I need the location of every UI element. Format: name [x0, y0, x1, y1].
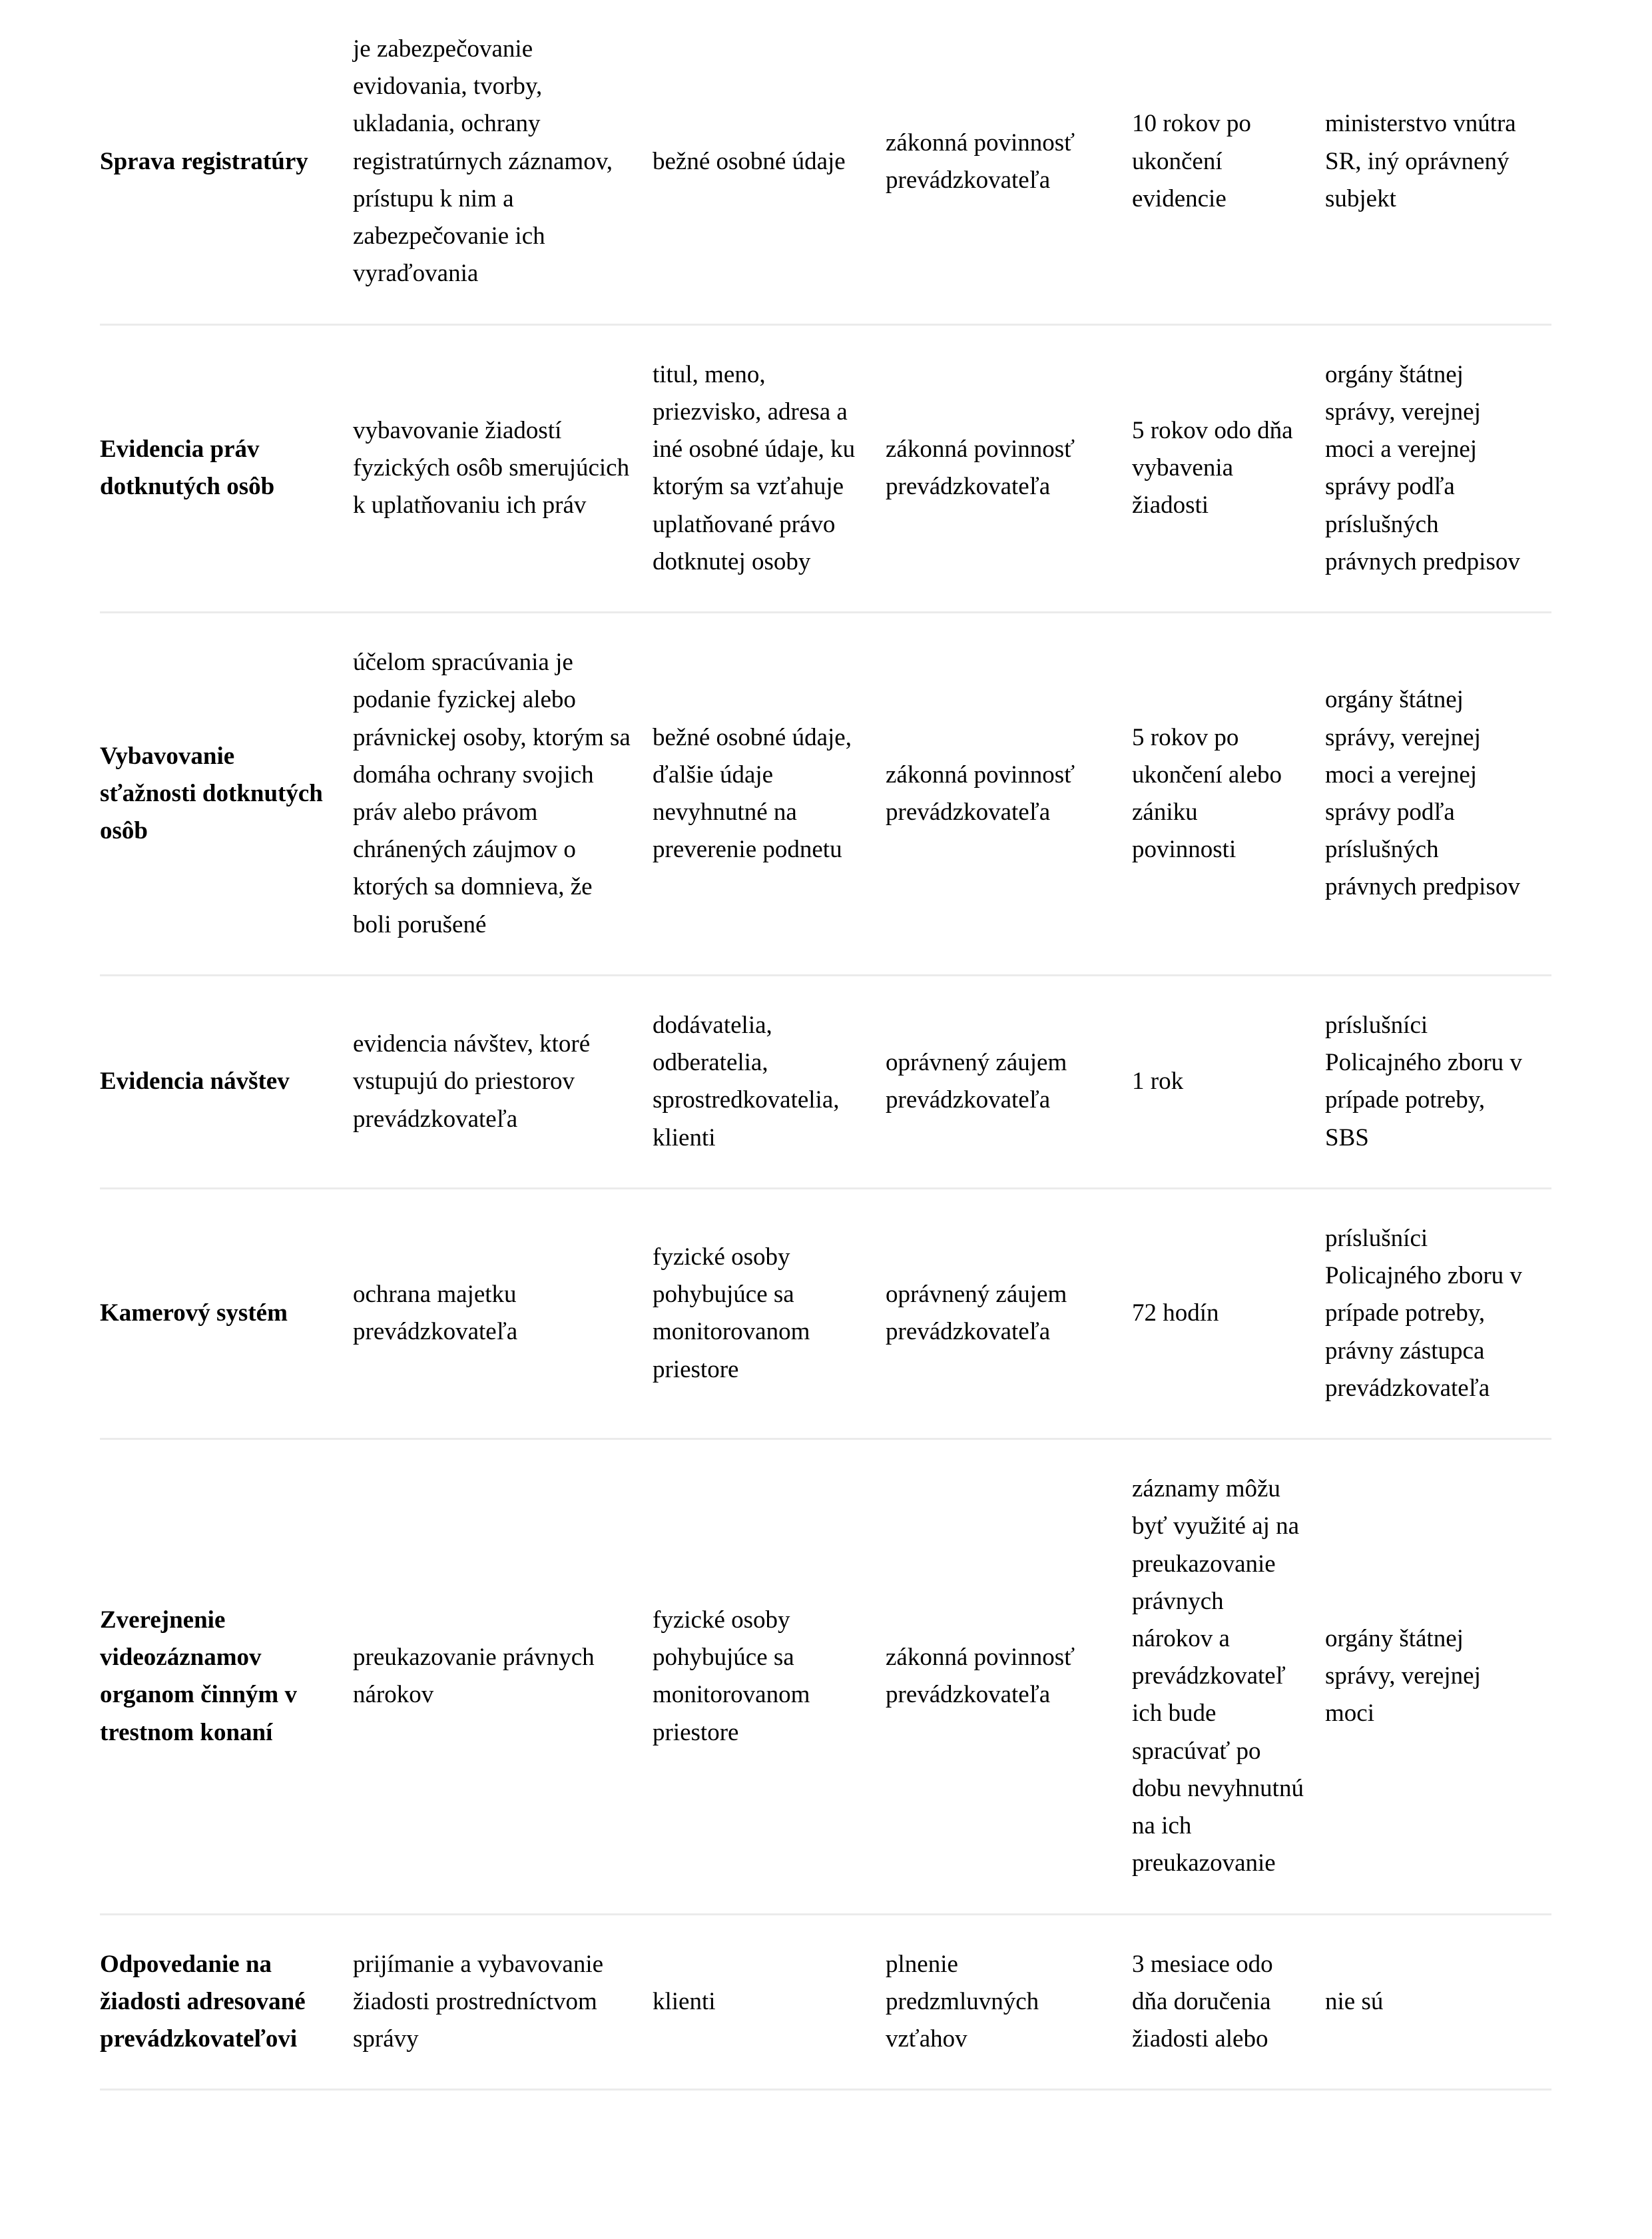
cell-data-subjects	[653, 1914, 886, 2090]
data-subjects-text: titul, meno, priezvisko, adresa a iné osobné údaje, ku ktorým sa vzťahuje uplatňované právo dotknutej osoby	[653, 360, 856, 575]
cell-purpose	[100, 324, 353, 612]
retention-text: 10 rokov po ukončení evidencie	[1132, 110, 1251, 212]
legal-basis-text: oprávnený záujem prevádzkovateľa	[886, 1281, 1067, 1346]
table-row	[100, 613, 1551, 976]
description-text: ochrana majetku prevádzkovateľa	[353, 1281, 518, 1346]
retention-text: 5 rokov odo dňa vybavenia žiadosti	[1132, 416, 1293, 519]
cell-description	[353, 1439, 653, 1915]
table-row	[100, 1188, 1551, 1439]
cell-purpose	[100, 1439, 353, 1915]
retention-text: 1 rok	[1132, 1068, 1184, 1096]
cell-data-subjects	[653, 1188, 886, 1439]
cell-legal-basis	[886, 324, 1132, 612]
cell-retention	[1132, 1439, 1325, 1915]
cell-legal-basis	[886, 1439, 1132, 1915]
data-subjects-text: fyzické osoby pohybujúce sa monitorovanom priestore	[653, 1606, 810, 1746]
cell-purpose	[100, 975, 353, 1188]
purpose-text: Zverejnenie videozáznamov organom činným v trestnom konaní	[100, 1606, 297, 1746]
cell-purpose	[100, 1188, 353, 1439]
retention-text: 72 hodín	[1132, 1299, 1219, 1327]
table-row	[100, 0, 1551, 324]
cell-data-subjects	[653, 324, 886, 612]
cell-description	[353, 0, 653, 324]
recipients-text: nie sú	[1325, 1987, 1384, 2015]
description-text: účelom spracúvania je podanie fyzickej alebo právnickej osoby, ktorým sa domáha ochrany svojich práv alebo právom chránených záujmov o ktorých sa domnieva, že boli porušené	[353, 649, 631, 938]
cell-data-subjects	[653, 1439, 886, 1915]
cell-purpose	[100, 1914, 353, 2090]
cell-data-subjects	[653, 0, 886, 324]
recipients-text: ministerstvo vnútra SR, iný oprávnený subjekt	[1325, 110, 1516, 212]
legal-basis-text: oprávnený záujem prevádzkovateľa	[886, 1049, 1067, 1114]
purpose-text: Vybavovanie sťažnosti dotknutých osôb	[100, 742, 323, 845]
cell-retention	[1132, 1188, 1325, 1439]
cell-purpose	[100, 613, 353, 976]
cell-retention	[1132, 324, 1325, 612]
cell-description	[353, 613, 653, 976]
cell-description	[353, 1914, 653, 2090]
cell-legal-basis	[886, 1188, 1132, 1439]
recipients-text: orgány štátnej správy, verejnej moci a verejnej správy podľa príslušných právnych predpisov	[1325, 360, 1520, 575]
cell-purpose	[100, 0, 353, 324]
description-text: je zabezpečovanie evidovania, tvorby, ukladania, ochrany registratúrnych záznamov, prístupu k nim a zabezpečovanie ich vyraďovania	[353, 35, 613, 288]
cell-retention	[1132, 0, 1325, 324]
description-text: evidencia návštev, ktoré vstupujú do priestorov prevádzkovateľa	[353, 1030, 591, 1133]
description-text: prijímanie a vybavovanie žiadosti prostredníctvom správy	[353, 1950, 604, 2053]
retention-text: záznamy môžu byť využité aj na preukazovanie právnych nárokov a prevádzkovateľ ich bude spracúvať po dobu nevyhnutnú na ich preukazovanie	[1132, 1475, 1304, 1877]
retention-text: 5 rokov po ukončení alebo zániku povinnosti	[1132, 723, 1282, 864]
cell-legal-basis	[886, 0, 1132, 324]
processing-activities-table	[100, 0, 1551, 2090]
table-row	[100, 1439, 1551, 1915]
recipients-text: príslušníci Policajného zboru v prípade potreby, SBS	[1325, 1011, 1522, 1151]
cell-description	[353, 975, 653, 1188]
description-text: vybavovanie žiadostí fyzických osôb smerujúcich k uplatňovaniu ich práv	[353, 416, 630, 519]
cell-recipients	[1325, 613, 1551, 976]
purpose-text: Evidencia návštev	[100, 1068, 290, 1096]
data-subjects-text: bežné osobné údaje	[653, 147, 846, 175]
retention-text: 3 mesiace odo dňa doručenia žiadosti alebo	[1132, 1950, 1273, 2053]
data-subjects-text: dodávatelia, odberatelia, sprostredkovatelia, klienti	[653, 1011, 840, 1151]
table-row	[100, 975, 1551, 1188]
cell-data-subjects	[653, 975, 886, 1188]
cell-recipients	[1325, 1439, 1551, 1915]
recipients-text: príslušníci Policajného zboru v prípade potreby, právny zástupca prevádzkovateľa	[1325, 1224, 1522, 1402]
cell-recipients	[1325, 1188, 1551, 1439]
purpose-text: Kamerový systém	[100, 1299, 288, 1327]
purpose-text: Sprava registratúry	[100, 147, 308, 175]
cell-recipients	[1325, 324, 1551, 612]
cell-retention	[1132, 975, 1325, 1188]
cell-recipients	[1325, 0, 1551, 324]
cell-legal-basis	[886, 1914, 1132, 2090]
cell-description	[353, 324, 653, 612]
table-row	[100, 1914, 1551, 2090]
cell-recipients	[1325, 1914, 1551, 2090]
cell-retention	[1132, 1914, 1325, 2090]
legal-basis-text: zákonná povinnosť prevádzkovateľa	[886, 129, 1075, 194]
legal-basis-text: zákonná povinnosť prevádzkovateľa	[886, 436, 1075, 501]
cell-recipients	[1325, 975, 1551, 1188]
description-text: preukazovanie právnych nárokov	[353, 1644, 595, 1709]
purpose-text: Evidencia práv dotknutých osôb	[100, 436, 275, 501]
cell-retention	[1132, 613, 1325, 976]
purpose-text: Odpovedanie na žiadosti adresované prevádzkovateľovi	[100, 1950, 306, 2053]
data-subjects-text: bežné osobné údaje, ďalšie údaje nevyhnutné na preverenie podnetu	[653, 723, 852, 864]
legal-basis-text: zákonná povinnosť prevádzkovateľa	[886, 761, 1075, 826]
cell-legal-basis	[886, 975, 1132, 1188]
legal-basis-text: plnenie predzmluvných vzťahov	[886, 1950, 1039, 2053]
table-row	[100, 324, 1551, 612]
cell-data-subjects	[653, 613, 886, 976]
recipients-text: orgány štátnej správy, verejnej moci a verejnej správy podľa príslušných právnych predpisov	[1325, 686, 1520, 901]
recipients-text: orgány štátnej správy, verejnej moci	[1325, 1624, 1481, 1728]
data-subjects-text: fyzické osoby pohybujúce sa monitorovanom priestore	[653, 1243, 810, 1383]
table-body	[100, 0, 1551, 2090]
data-subjects-text: klienti	[653, 1987, 716, 2015]
cell-legal-basis	[886, 613, 1132, 976]
cell-description	[353, 1188, 653, 1439]
legal-basis-text: zákonná povinnosť prevádzkovateľa	[886, 1644, 1075, 1709]
